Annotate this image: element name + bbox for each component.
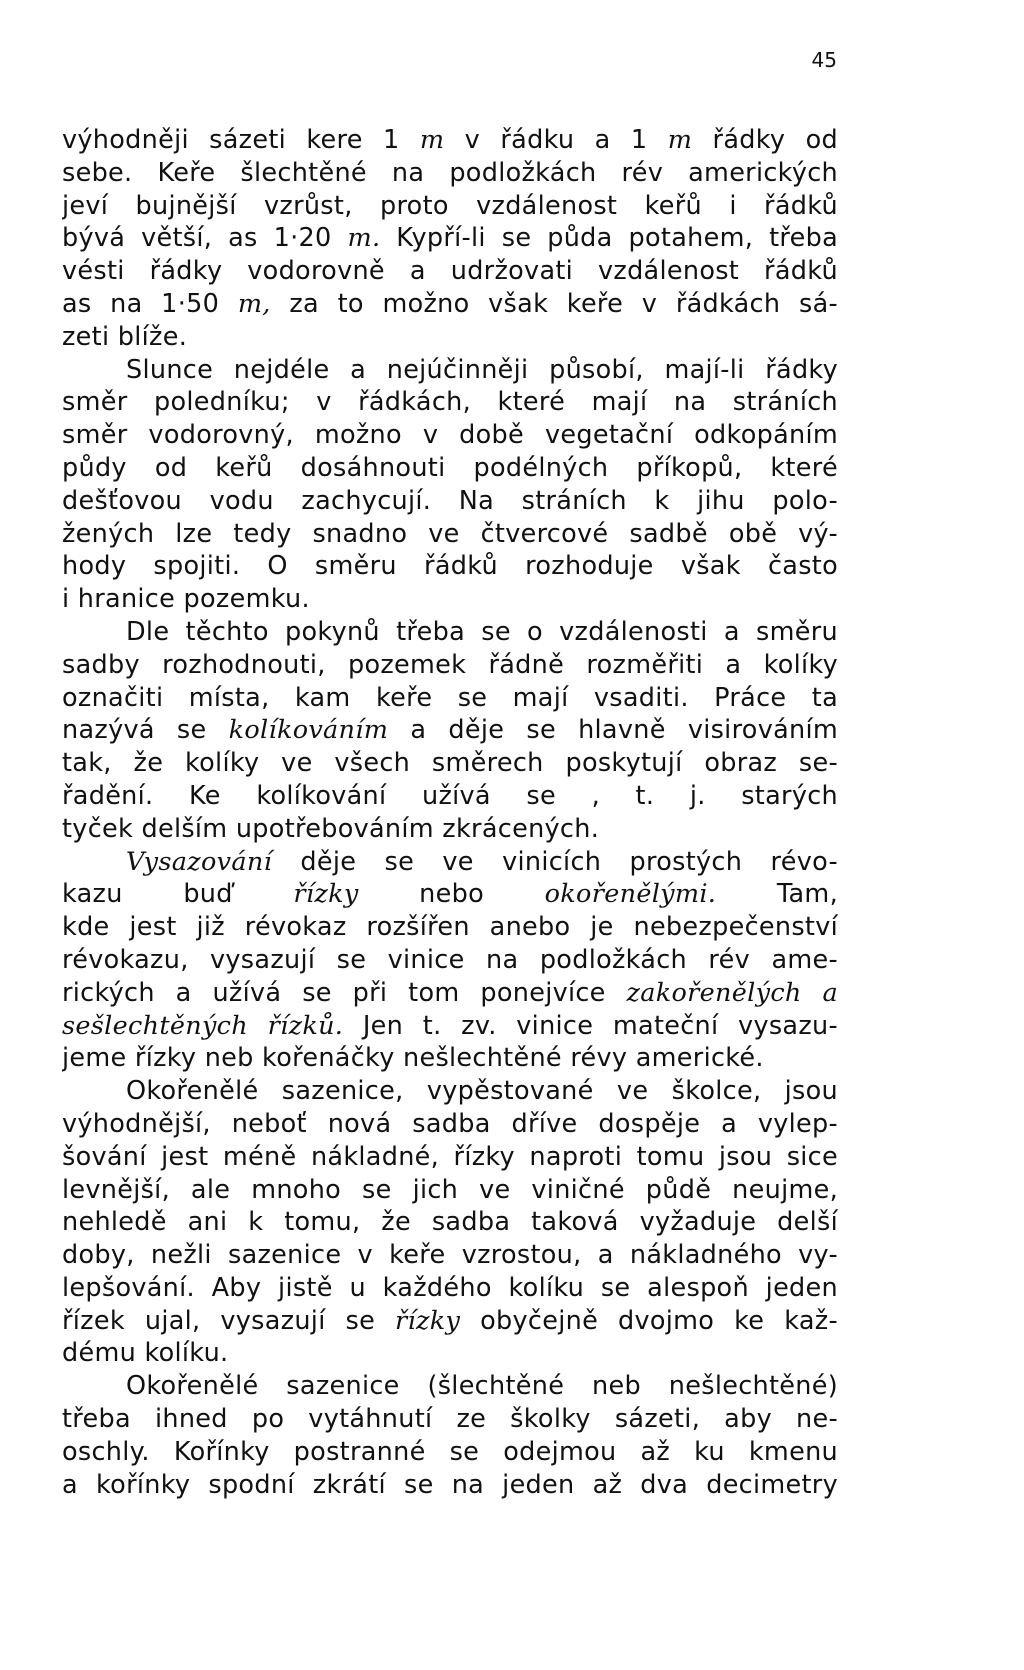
italic-text: Vysazování bbox=[126, 846, 273, 877]
text-segment: řadění. Ke kolíkování užívá se , t. j. starých bbox=[62, 780, 838, 811]
text-segment: Jen t. zv. vinice mateční vysazu- bbox=[343, 1010, 838, 1041]
text-line bbox=[62, 878, 838, 911]
text-segment: sebe. Keře šlechtěné na podložkách rév amerických bbox=[62, 157, 838, 188]
text-segment: Dle těchto pokynů třeba se o vzdálenosti a směru bbox=[126, 616, 838, 647]
text-segment: kde jest již révokaz rozšířen anebo je nebezpečenství bbox=[62, 912, 838, 943]
text-segment: révokazu, vysazují se vinice na podložkách rév ame- bbox=[62, 944, 838, 975]
text-segment: a kořínky spodní zkrátí se na jeden až dva decimetry bbox=[62, 1469, 838, 1500]
text-segment: směr vodorovný, možno v době vegetační odkopáním bbox=[62, 420, 838, 451]
italic-text: m. bbox=[347, 223, 381, 254]
text-line bbox=[62, 682, 838, 715]
text-line bbox=[62, 419, 838, 452]
text-segment: kazu buď bbox=[62, 879, 294, 910]
text-line bbox=[62, 1272, 838, 1305]
text-segment: za to možno však keře v řádkách sá- bbox=[270, 288, 838, 319]
text-segment: bývá větší, as 1·20 bbox=[62, 223, 348, 254]
text-segment: jeví bujnější vzrůst, proto vzdálenost keřů i řádků bbox=[62, 190, 838, 221]
text-segment: lepšování. Aby jistě u každého kolíku se alespoň jeden bbox=[62, 1272, 838, 1303]
text-segment: as na 1·50 bbox=[62, 288, 238, 319]
text-segment: nehledě ani k tomu, že sadba taková vyžaduje delší bbox=[62, 1207, 838, 1238]
text-segment: levnější, ale mnoho se jich ve viničné půdě neujme, bbox=[62, 1174, 838, 1205]
text-segment: jeme řízky neb kořenáčky nešlechtěné révy americké. bbox=[62, 1043, 764, 1074]
text-line bbox=[62, 583, 838, 616]
text-line bbox=[62, 124, 838, 157]
text-line bbox=[62, 1370, 838, 1403]
text-segment: směr poledníku; v řádkách, které mají na stráních bbox=[62, 387, 838, 418]
italic-text: m bbox=[667, 125, 693, 155]
text-line bbox=[62, 1042, 838, 1075]
text-line bbox=[62, 1206, 838, 1239]
text-line bbox=[62, 386, 838, 419]
text-line bbox=[62, 747, 838, 780]
text-segment: děje se ve vinicích prostých révo- bbox=[272, 846, 838, 877]
text-line bbox=[62, 846, 838, 879]
text-segment: v řádku a 1 bbox=[444, 125, 668, 155]
text-segment: výhodněji sázeti kere 1 bbox=[62, 125, 420, 155]
text-segment: i hranice pozemku. bbox=[62, 584, 310, 615]
text-line bbox=[62, 485, 838, 518]
text-segment: dešťovou vodu zachycují. Na stráních k jihu polo- bbox=[62, 485, 838, 516]
italic-text: m, bbox=[237, 288, 271, 319]
text-line bbox=[62, 157, 838, 190]
text-segment: Okořenělé sazenice, vypěstované ve školce, jsou bbox=[126, 1076, 838, 1107]
text-line bbox=[62, 288, 838, 321]
text-line bbox=[62, 1075, 838, 1108]
text-segment: zeti blíže. bbox=[62, 321, 188, 352]
text-line bbox=[62, 255, 838, 288]
text-segment: nebo bbox=[358, 879, 545, 910]
text-line bbox=[62, 649, 838, 682]
body-text bbox=[62, 124, 838, 1501]
page-number: 45 bbox=[811, 48, 837, 72]
text-line bbox=[62, 616, 838, 649]
text-segment: doby, nežli sazenice v keře vzrostou, a nákladného vy- bbox=[62, 1240, 838, 1271]
text-line bbox=[62, 1174, 838, 1207]
italic-text: sešlechtěných řízků. bbox=[62, 1010, 344, 1041]
text-line bbox=[62, 1108, 838, 1141]
text-segment: vésti řádky vodorovně a udržovati vzdálenost řádků bbox=[62, 256, 838, 287]
text-line bbox=[62, 1010, 838, 1043]
text-line bbox=[62, 518, 838, 551]
text-segment: Slunce nejdéle a nejúčinněji působí, mají-li řádky bbox=[126, 354, 838, 385]
italic-text: zakořenělých a bbox=[626, 977, 838, 1008]
text-segment: oschly. Kořínky postranné se odejmou až ku kmenu bbox=[62, 1436, 838, 1467]
text-line bbox=[62, 190, 838, 223]
text-line bbox=[62, 354, 838, 387]
italic-text: m bbox=[419, 125, 445, 155]
text-line bbox=[62, 1305, 838, 1338]
text-segment: sadby rozhodnouti, pozemek řádně rozměřiti a kolíky bbox=[62, 649, 838, 680]
text-line bbox=[62, 321, 838, 354]
text-segment: výhodnější, neboť nová sadba dříve dospěje a vylep- bbox=[62, 1108, 838, 1139]
text-line bbox=[62, 780, 838, 813]
text-line bbox=[62, 977, 838, 1010]
italic-text: okořenělými. bbox=[544, 879, 717, 910]
text-line bbox=[62, 813, 838, 846]
text-line bbox=[62, 1337, 838, 1370]
text-segment: dému kolíku. bbox=[62, 1338, 229, 1369]
text-segment: řádky od bbox=[692, 125, 838, 155]
text-segment: tak, že kolíky ve všech směrech poskytují obraz se- bbox=[62, 748, 838, 779]
text-line bbox=[62, 550, 838, 583]
italic-text: řízky bbox=[395, 1305, 461, 1336]
italic-text: řízky bbox=[293, 879, 359, 910]
italic-text: kolíkováním bbox=[228, 715, 389, 746]
text-segment: Okořenělé sazenice (šlechtěné neb nešlechtěné) bbox=[126, 1371, 838, 1402]
text-line bbox=[62, 1403, 838, 1436]
text-segment: řízek ujal, vysazují se bbox=[62, 1305, 396, 1336]
text-line bbox=[62, 1141, 838, 1174]
text-line bbox=[62, 222, 838, 255]
text-line bbox=[62, 1436, 838, 1469]
text-segment: tyček delším upotřebováním zkrácených. bbox=[62, 813, 600, 844]
text-segment: hody spojiti. O směru řádků rozhoduje však často bbox=[62, 551, 838, 582]
text-segment: žených lze tedy snadno ve čtvercové sadbě obě vý- bbox=[62, 518, 838, 549]
text-line bbox=[62, 944, 838, 977]
text-segment: nazývá se bbox=[62, 715, 229, 746]
text-segment: Kypří-li se půda potahem, třeba bbox=[380, 223, 838, 254]
text-segment: označiti místa, kam keře se mají vsaditi. Práce ta bbox=[62, 682, 838, 713]
text-segment: rických a užívá se při tom ponejvíce bbox=[62, 977, 627, 1008]
text-line bbox=[62, 452, 838, 485]
text-segment: Tam, bbox=[716, 879, 838, 910]
text-segment: třeba ihned po vytáhnutí ze školky sázeti, aby ne- bbox=[62, 1404, 838, 1435]
text-segment: šování jest méně nákladné, řízky naproti tomu jsou sice bbox=[62, 1141, 838, 1172]
text-line bbox=[62, 911, 838, 944]
text-segment: obyčejně dvojmo ke kaž- bbox=[460, 1305, 838, 1336]
text-line bbox=[62, 1239, 838, 1272]
text-line bbox=[62, 714, 838, 747]
text-segment: a děje se hlavně visirováním bbox=[388, 715, 838, 746]
text-segment: půdy od keřů dosáhnouti podélných příkopů, které bbox=[62, 452, 838, 483]
text-line bbox=[62, 1469, 838, 1502]
